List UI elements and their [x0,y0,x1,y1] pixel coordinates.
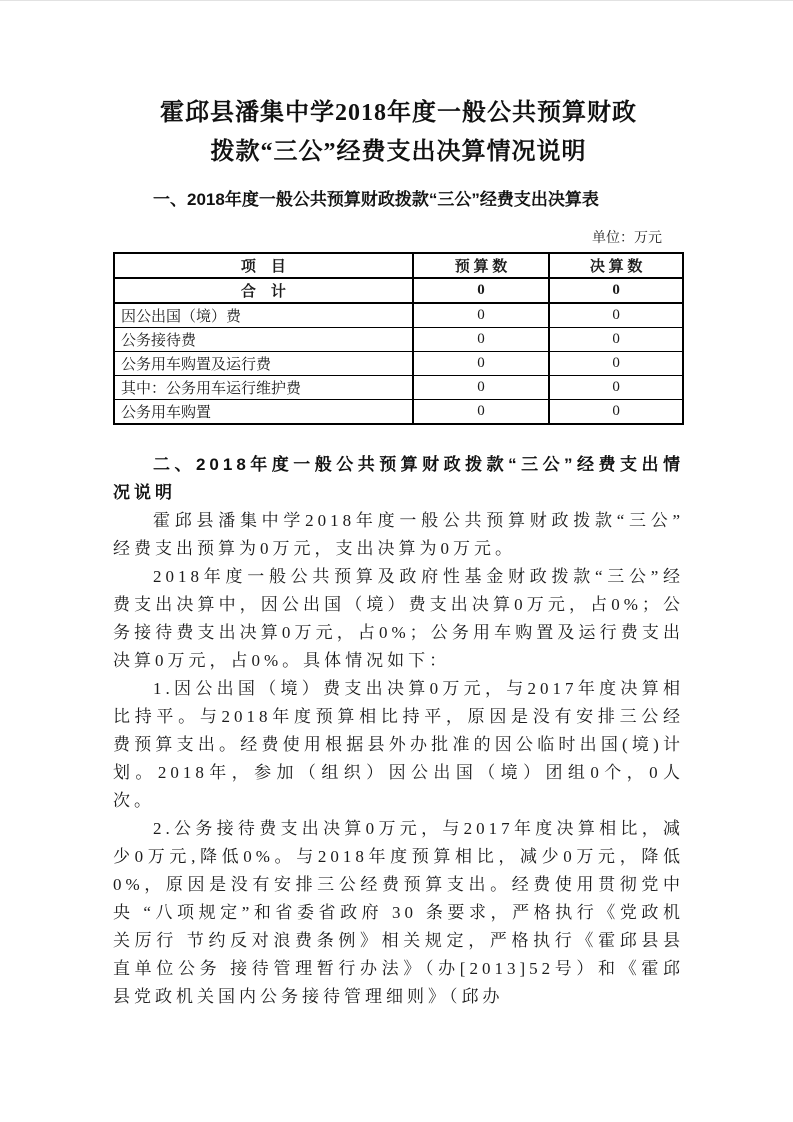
paragraph-reception-detail: 2.公务接待费支出决算0万元，与2017年度决算相比，减少0万元,降低0%。与2018年度预算相比，减少0万元，降低0%，原因是没有安排三公经费预算支出。经费使用贯彻党中央 “八项规定”和省委省政府 30 条要求，严格执行《党政机关厉行 节约反对浪费条例》相关规定，严格执行《霍邱县县直单位公务 接待管理暂行办法》（办[2013]52号）和《霍邱县党政机关国内公务接待管理细则》（邱办 [113,819,684,1006]
document-page [0,1,793,1011]
paragraph-breakdown: 2018年度一般公共预算及政府性基金财政拨款“三公”经费支出决算中，因公出国（境）费支出决算0万元，占0%；公务接待费支出决算0万元，占0%；公务用车购置及运行费支出决算0万元，占0%。具体情况如下： [113,567,684,670]
row-vehicle-total-budget: 0 [413,352,550,376]
row-total-final: 0 [549,278,683,303]
table-row-reception [114,328,683,352]
row-vehicle-purchase-label: 公务用车购置 [114,400,413,425]
table-row-vehicle-maintenance [114,376,683,400]
table-row-total [114,278,683,303]
row-total-label: 合 计 [114,278,413,303]
column-header-final: 决 算 数 [549,253,683,278]
row-vehicle-total-label: 公务用车购置及运行费 [114,352,413,376]
table-row-abroad [114,303,683,328]
row-reception-budget: 0 [413,328,550,352]
row-reception-final: 0 [549,328,683,352]
document-title-line2: 拨款“三公”经费支出决算情况说明 [210,139,587,165]
table-row-vehicle-total [114,352,683,376]
document-title [113,94,684,172]
document-title-line1: 霍邱县潘集中学2018年度一般公共预算财政 [160,100,637,126]
row-vehicle-purchase-final: 0 [549,400,683,425]
column-header-budget: 预 算 数 [413,253,550,278]
table-unit-note: 单位：万元 [592,231,662,246]
row-abroad-budget: 0 [413,303,550,328]
row-vehicle-total-final: 0 [549,352,683,376]
section2-heading: 二、2018年度一般公共预算财政拨款“三公”经费支出情况说明 [113,455,684,502]
row-reception-label: 公务接待费 [114,328,413,352]
row-abroad-final: 0 [549,303,683,328]
table-row-vehicle-purchase [114,400,683,425]
paragraph-abroad-detail: 1.因公出国（境）费支出决算0万元，与2017年度决算相比持平。与2018年度预算相比持平，原因是没有安排三公经费预算支出。经费使用根据县外办批准的因公临时出国(境)计划。2018年，参加（组织）因公出国（境）团组0个，0人次。 [113,679,684,810]
row-vehicle-maintenance-final: 0 [549,376,683,400]
sangong-expense-table [113,252,684,425]
section2-body [113,507,684,1011]
row-vehicle-maintenance-label: 其中：公务用车运行维护费 [114,376,413,400]
row-abroad-label: 因公出国（境）费 [114,303,413,328]
section1-heading: 一、2018年度一般公共预算财政拨款“三公”经费支出决算表 [153,190,599,209]
table-header-row [114,253,683,278]
row-total-budget: 0 [413,278,550,303]
row-vehicle-maintenance-budget: 0 [413,376,550,400]
column-header-item: 项 目 [114,253,413,278]
paragraph-summary: 霍邱县潘集中学2018年度一般公共预算财政拨款“三公”经费支出预算为0万元，支出决算为0万元。 [113,511,684,558]
row-vehicle-purchase-budget: 0 [413,400,550,425]
